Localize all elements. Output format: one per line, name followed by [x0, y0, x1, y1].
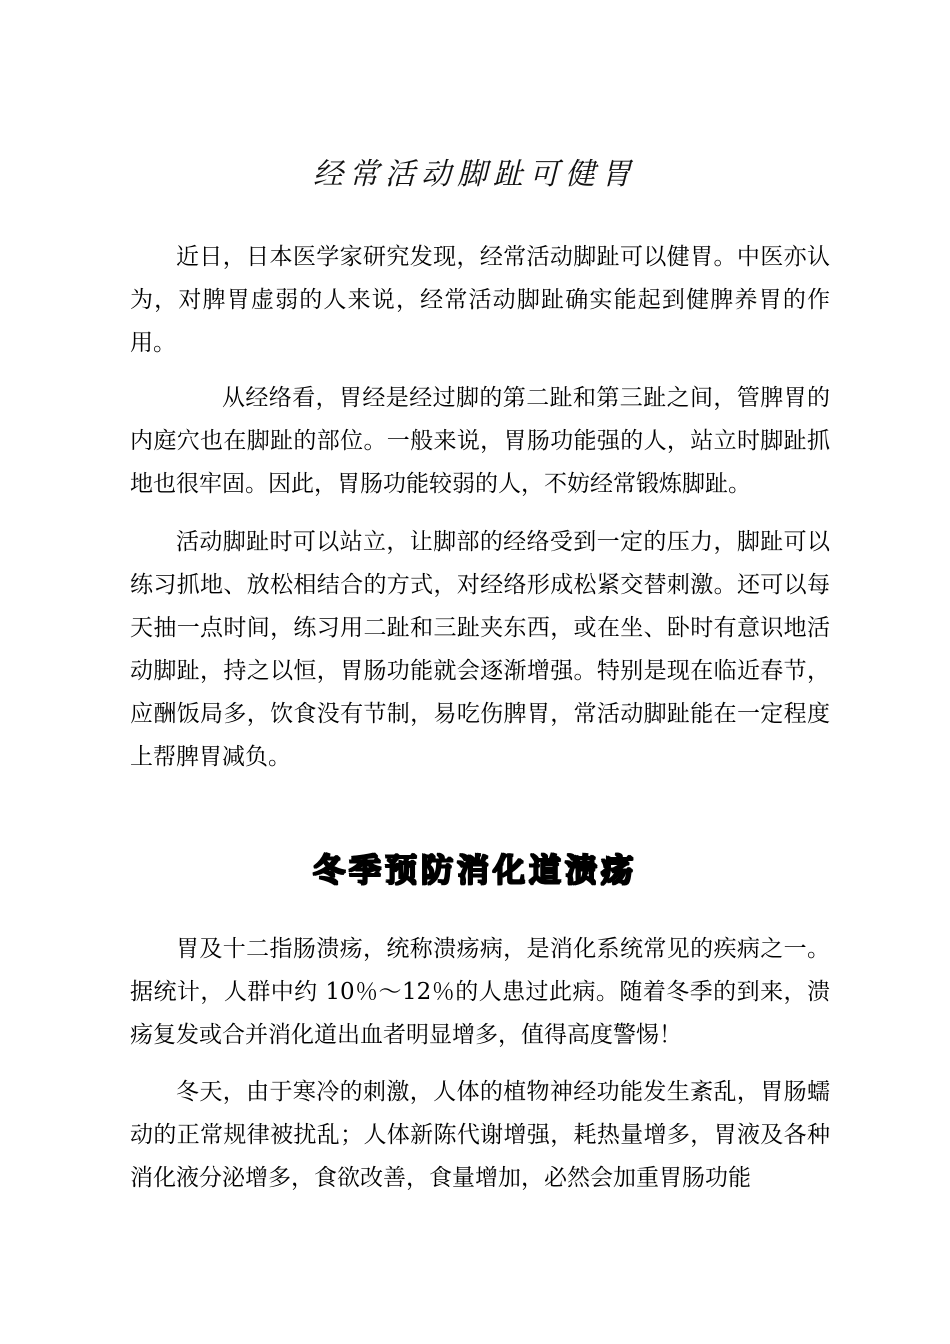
- article1-paragraph-2-block: [130, 377, 830, 506]
- article1-paragraph-1-block: [130, 236, 830, 365]
- article2-paragraph-2: 冬天，由于寒冷的刺激，人体的植物神经功能发生紊乱，胃肠蠕动的正常规律被扰乱；人体新陈代谢增强，耗热量增多，胃液及各种消化液分泌增多，食欲改善，食量增加，必然会加重胃肠功能: [130, 1079, 830, 1191]
- article1-paragraph-3: 活动脚趾时可以站立，让脚部的经络受到一定的压力，脚趾可以练习抓地、放松相结合的方式，对经络形成松紧交替刺激。还可以每天抽一点时间，练习用二趾和三趾夹东西，或在坐、卧时有意识地活动脚趾，持之以恒，胃肠功能就会逐渐增强。特别是现在临近春节，应酬饭局多，饮食没有节制，易吃伤脾胃，常活动脚趾能在一定程度上帮脾胃减负。: [130, 529, 830, 770]
- article2-paragraph-2-block: [130, 1071, 830, 1200]
- article1-paragraph-2: 从经络看，胃经是经过脚的第二趾和第三趾之间，管脾胃的内庭穴也在脚趾的部位。一般来说，胃肠功能强的人，站立时脚趾抓地也很牢固。因此，胃肠功能较弱的人，不妨经常锻炼脚趾。: [130, 385, 830, 497]
- article-title-stomach-toes: 经常活动脚趾可健胃: [313, 157, 637, 192]
- article1-paragraph-3-block: [130, 521, 830, 779]
- article1-paragraph-1: 近日，日本医学家研究发现，经常活动脚趾可以健胃。中医亦认为，对脾胃虚弱的人来说，经常活动脚趾确实能起到健脾养胃的作用。: [130, 244, 830, 356]
- article2-paragraph-1: 胃及十二指肠溃疡，统称溃疡病，是消化系统常见的疾病之一。据统计，人群中约 10％～12％的人患过此病。随着冬季的到来，溃疡复发或合并消化道出血者明显增多，值得高度警惕！: [130, 936, 830, 1048]
- article-title-ulcer-prevention: 冬季预防消化道溃疡: [312, 851, 637, 889]
- article2-paragraph-1-block: [130, 928, 830, 1057]
